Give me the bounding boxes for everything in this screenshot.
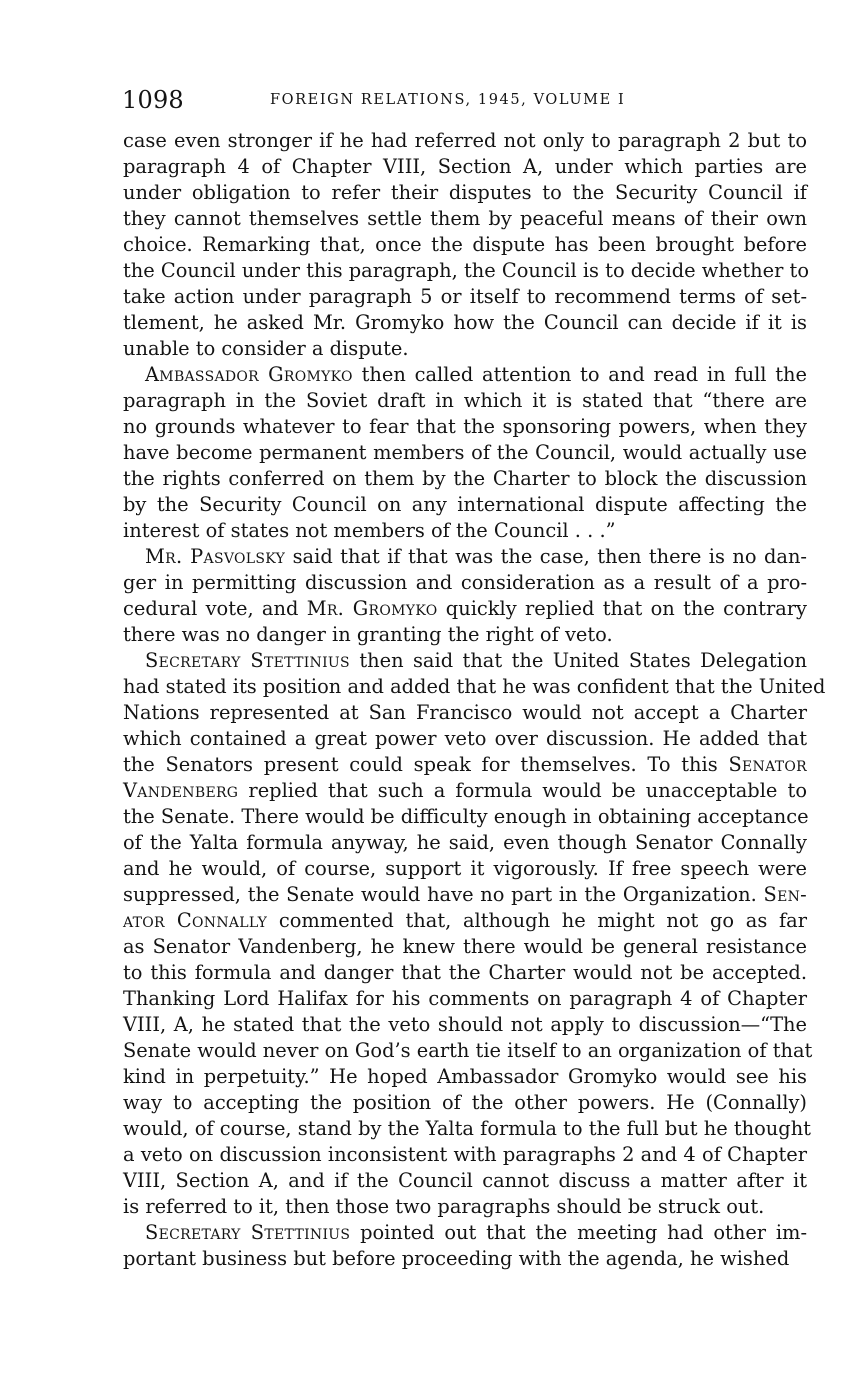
text-line: kind in perpetuity.” He hoped Ambassador Gromyko would see his: [123, 1065, 807, 1088]
speaker-name: Secretary Stettinius: [145, 1221, 351, 1244]
text-line: tlement, he asked Mr. Gromyko how the Council can decide if it is: [123, 311, 807, 334]
speaker-name: Secretary Stettinius: [145, 649, 350, 672]
speaker-name: Sen-: [763, 883, 807, 906]
text-line: paragraph in the Soviet draft in which it is stated that “there are: [123, 389, 807, 412]
text-line: Nations represented at San Francisco would not accept a Charter: [123, 701, 807, 724]
text-line: the rights conferred on them by the Charter to block the discussion: [123, 467, 807, 490]
text-line: by the Security Council on any international dispute affecting the: [123, 493, 807, 516]
text-line: paragraph 4 of Chapter VIII, Section A, under which parties are: [123, 155, 807, 178]
text-line: interest of states not members of the Council . . .”: [123, 519, 616, 542]
text-line: to this formula and danger that the Charter would not be accepted.: [123, 961, 807, 984]
text-line: Secretary Stettinius then said that the United States Delegation: [145, 649, 807, 672]
running-head: FOREIGN RELATIONS, 1945, VOLUME I: [270, 92, 626, 108]
speaker-name: Senator: [728, 753, 807, 776]
text-line: take action under paragraph 5 or itself to recommend terms of set-: [123, 285, 807, 308]
text-line: and he would, of course, support it vigorously. If free speech were: [123, 857, 807, 880]
text-line: suppressed, the Senate would have no part in the Organization. Sen-: [123, 883, 807, 906]
text-line: Senate would never on God’s earth tie itself to an organization of that: [123, 1039, 813, 1062]
text-line: is referred to it, then those two paragraphs should be struck out.: [123, 1195, 765, 1218]
speaker-name: Ambassador Gromyko: [145, 363, 353, 386]
text-line: no grounds whatever to fear that the sponsoring powers, when they: [123, 415, 807, 438]
page-header: [122, 84, 806, 118]
speaker-name: Mr. Pasvolsky: [145, 545, 286, 568]
text-line: of the Yalta formula anyway, he said, even though Senator Connally: [123, 831, 807, 854]
text-line: Thanking Lord Halifax for his comments on paragraph 4 of Chapter: [123, 987, 807, 1010]
text-line: there was no danger in granting the right of veto.: [123, 623, 613, 646]
paragraph: [123, 648, 826, 1220]
text-line: Vandenberg replied that such a formula would be unacceptable to: [123, 779, 807, 802]
text-line: ger in permitting discussion and consideration as a result of a pro-: [123, 571, 807, 594]
text-line: way to accepting the position of the other powers. He (Connally): [123, 1091, 807, 1114]
text-line: case even stronger if he had referred not only to paragraph 2 but to: [123, 129, 807, 152]
text-line: Secretary Stettinius pointed out that the meeting had other im-: [145, 1221, 807, 1244]
text-line: would, of course, stand by the Yalta formula to the full but he thought: [123, 1117, 811, 1140]
text-line: Mr. Pasvolsky said that if that was the case, then there is no dan-: [145, 545, 807, 568]
text-line: under obligation to refer their disputes to the Security Council if: [123, 181, 807, 204]
text-line: Ambassador Gromyko then called attention to and read in full the: [145, 363, 807, 386]
text-line: the Senate. There would be difficulty enough in obtaining acceptance: [123, 805, 809, 828]
text-line: they cannot themselves settle them by peaceful means of their own: [123, 207, 807, 230]
text-line: as Senator Vandenberg, he knew there would be general resistance: [123, 935, 807, 958]
page-number: 1098: [122, 86, 184, 114]
text-line: ator Connally commented that, although he might not go as far: [123, 909, 807, 932]
text-line: cedural vote, and Mr. Gromyko quickly replied that on the contrary: [123, 597, 808, 620]
text-line: portant business but before proceeding with the agenda, he wished: [123, 1247, 790, 1270]
speaker-name: Mr. Gromyko: [306, 597, 438, 620]
paragraph: [123, 544, 807, 648]
text-line: VIII, A, he stated that the veto should not apply to discussion—“The: [123, 1013, 807, 1036]
text-line: VIII, Section A, and if the Council cannot discuss a matter after it: [123, 1169, 807, 1192]
text-line: had stated its position and added that he was confident that the United: [123, 675, 826, 698]
paragraph: [123, 362, 807, 544]
paragraph: [123, 1220, 807, 1272]
speaker-name: ator Connally: [123, 909, 268, 932]
text-line: the Senators present could speak for themselves. To this Senator: [123, 753, 807, 776]
paragraph: [123, 128, 810, 362]
text-line: a veto on discussion inconsistent with paragraphs 2 and 4 of Chapter: [123, 1143, 807, 1166]
text-line: choice. Remarking that, once the dispute has been brought before: [123, 233, 807, 256]
text-line: which contained a great power veto over discussion. He added that: [123, 727, 807, 750]
text-line: the Council under this paragraph, the Council is to decide whether to: [123, 259, 810, 282]
text-line: unable to consider a dispute.: [123, 337, 409, 360]
body-text: [123, 128, 826, 1272]
text-line: have become permanent members of the Council, would actually use: [123, 441, 807, 464]
speaker-name: Vandenberg: [123, 779, 239, 802]
